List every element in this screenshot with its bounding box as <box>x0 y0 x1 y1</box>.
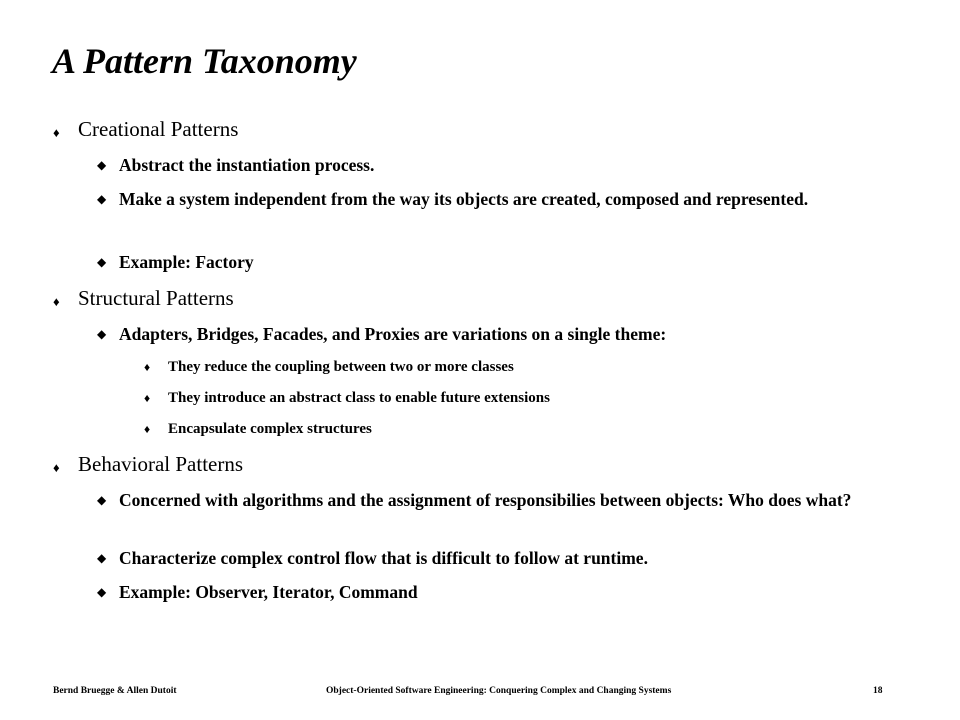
diamond-bullet-icon: ♦ <box>144 391 151 405</box>
sub-list-item-text: They reduce the coupling between two or more classes <box>168 359 514 375</box>
list-item <box>97 187 899 212</box>
sub-list-item-text: Encapsulate complex structures <box>168 421 372 437</box>
diamond-bullet-icon: ◆ <box>97 551 107 565</box>
list-item <box>97 546 899 571</box>
list-item <box>97 580 899 605</box>
diamond-bullet-icon: ♦ <box>144 360 151 374</box>
diamond-bullet-icon: ◆ <box>97 255 107 269</box>
list-item <box>97 250 899 275</box>
diamond-bullet-icon: ♦ <box>53 294 60 309</box>
sub-list-item <box>144 419 898 439</box>
section-heading-behavioral <box>53 451 244 477</box>
list-item <box>97 322 899 347</box>
list-item-text: Characterize complex control flow that is difficult to follow at runtime. <box>119 548 648 568</box>
section-heading-structural <box>53 285 234 311</box>
section-heading-label: Structural Patterns <box>78 286 234 310</box>
slide-title: A Pattern Taxonomy <box>52 41 357 81</box>
footer-book-title: Object-Oriented Software Engineering: Conquering Complex and Changing Systems <box>326 686 672 696</box>
diamond-bullet-icon: ◆ <box>97 158 107 172</box>
section-heading-creational <box>53 116 239 142</box>
diamond-bullet-icon: ◆ <box>97 327 107 341</box>
sub-list-item <box>144 388 898 408</box>
list-item-text: Concerned with algorithms and the assignment of responsibilies between objects: Who does what? <box>119 490 852 510</box>
list-item-text: Example: Observer, Iterator, Command <box>119 582 418 602</box>
diamond-bullet-icon: ♦ <box>144 422 151 436</box>
diamond-bullet-icon: ♦ <box>53 460 60 475</box>
list-item-text: Adapters, Bridges, Facades, and Proxies are variations on a single theme: <box>119 324 667 344</box>
footer-authors: Bernd Bruegge & Allen Dutoit <box>53 686 177 696</box>
list-item-text: Example: Factory <box>119 252 254 272</box>
section-heading-label: Behavioral Patterns <box>78 452 244 476</box>
diamond-bullet-icon: ◆ <box>97 493 107 507</box>
diamond-bullet-icon: ♦ <box>53 125 60 140</box>
list-item-text: Abstract the instantiation process. <box>119 155 375 175</box>
diamond-bullet-icon: ◆ <box>97 192 107 206</box>
list-item <box>97 488 899 513</box>
list-item <box>97 153 899 178</box>
list-item-text: Make a system independent from the way its objects are created, composed and represented. <box>119 189 809 209</box>
footer-page-number: 18 <box>873 686 883 696</box>
sub-list-item-text: They introduce an abstract class to enable future extensions <box>168 390 550 406</box>
section-heading-label: Creational Patterns <box>78 117 239 141</box>
diamond-bullet-icon: ◆ <box>97 585 107 599</box>
sub-list-item <box>144 357 898 377</box>
